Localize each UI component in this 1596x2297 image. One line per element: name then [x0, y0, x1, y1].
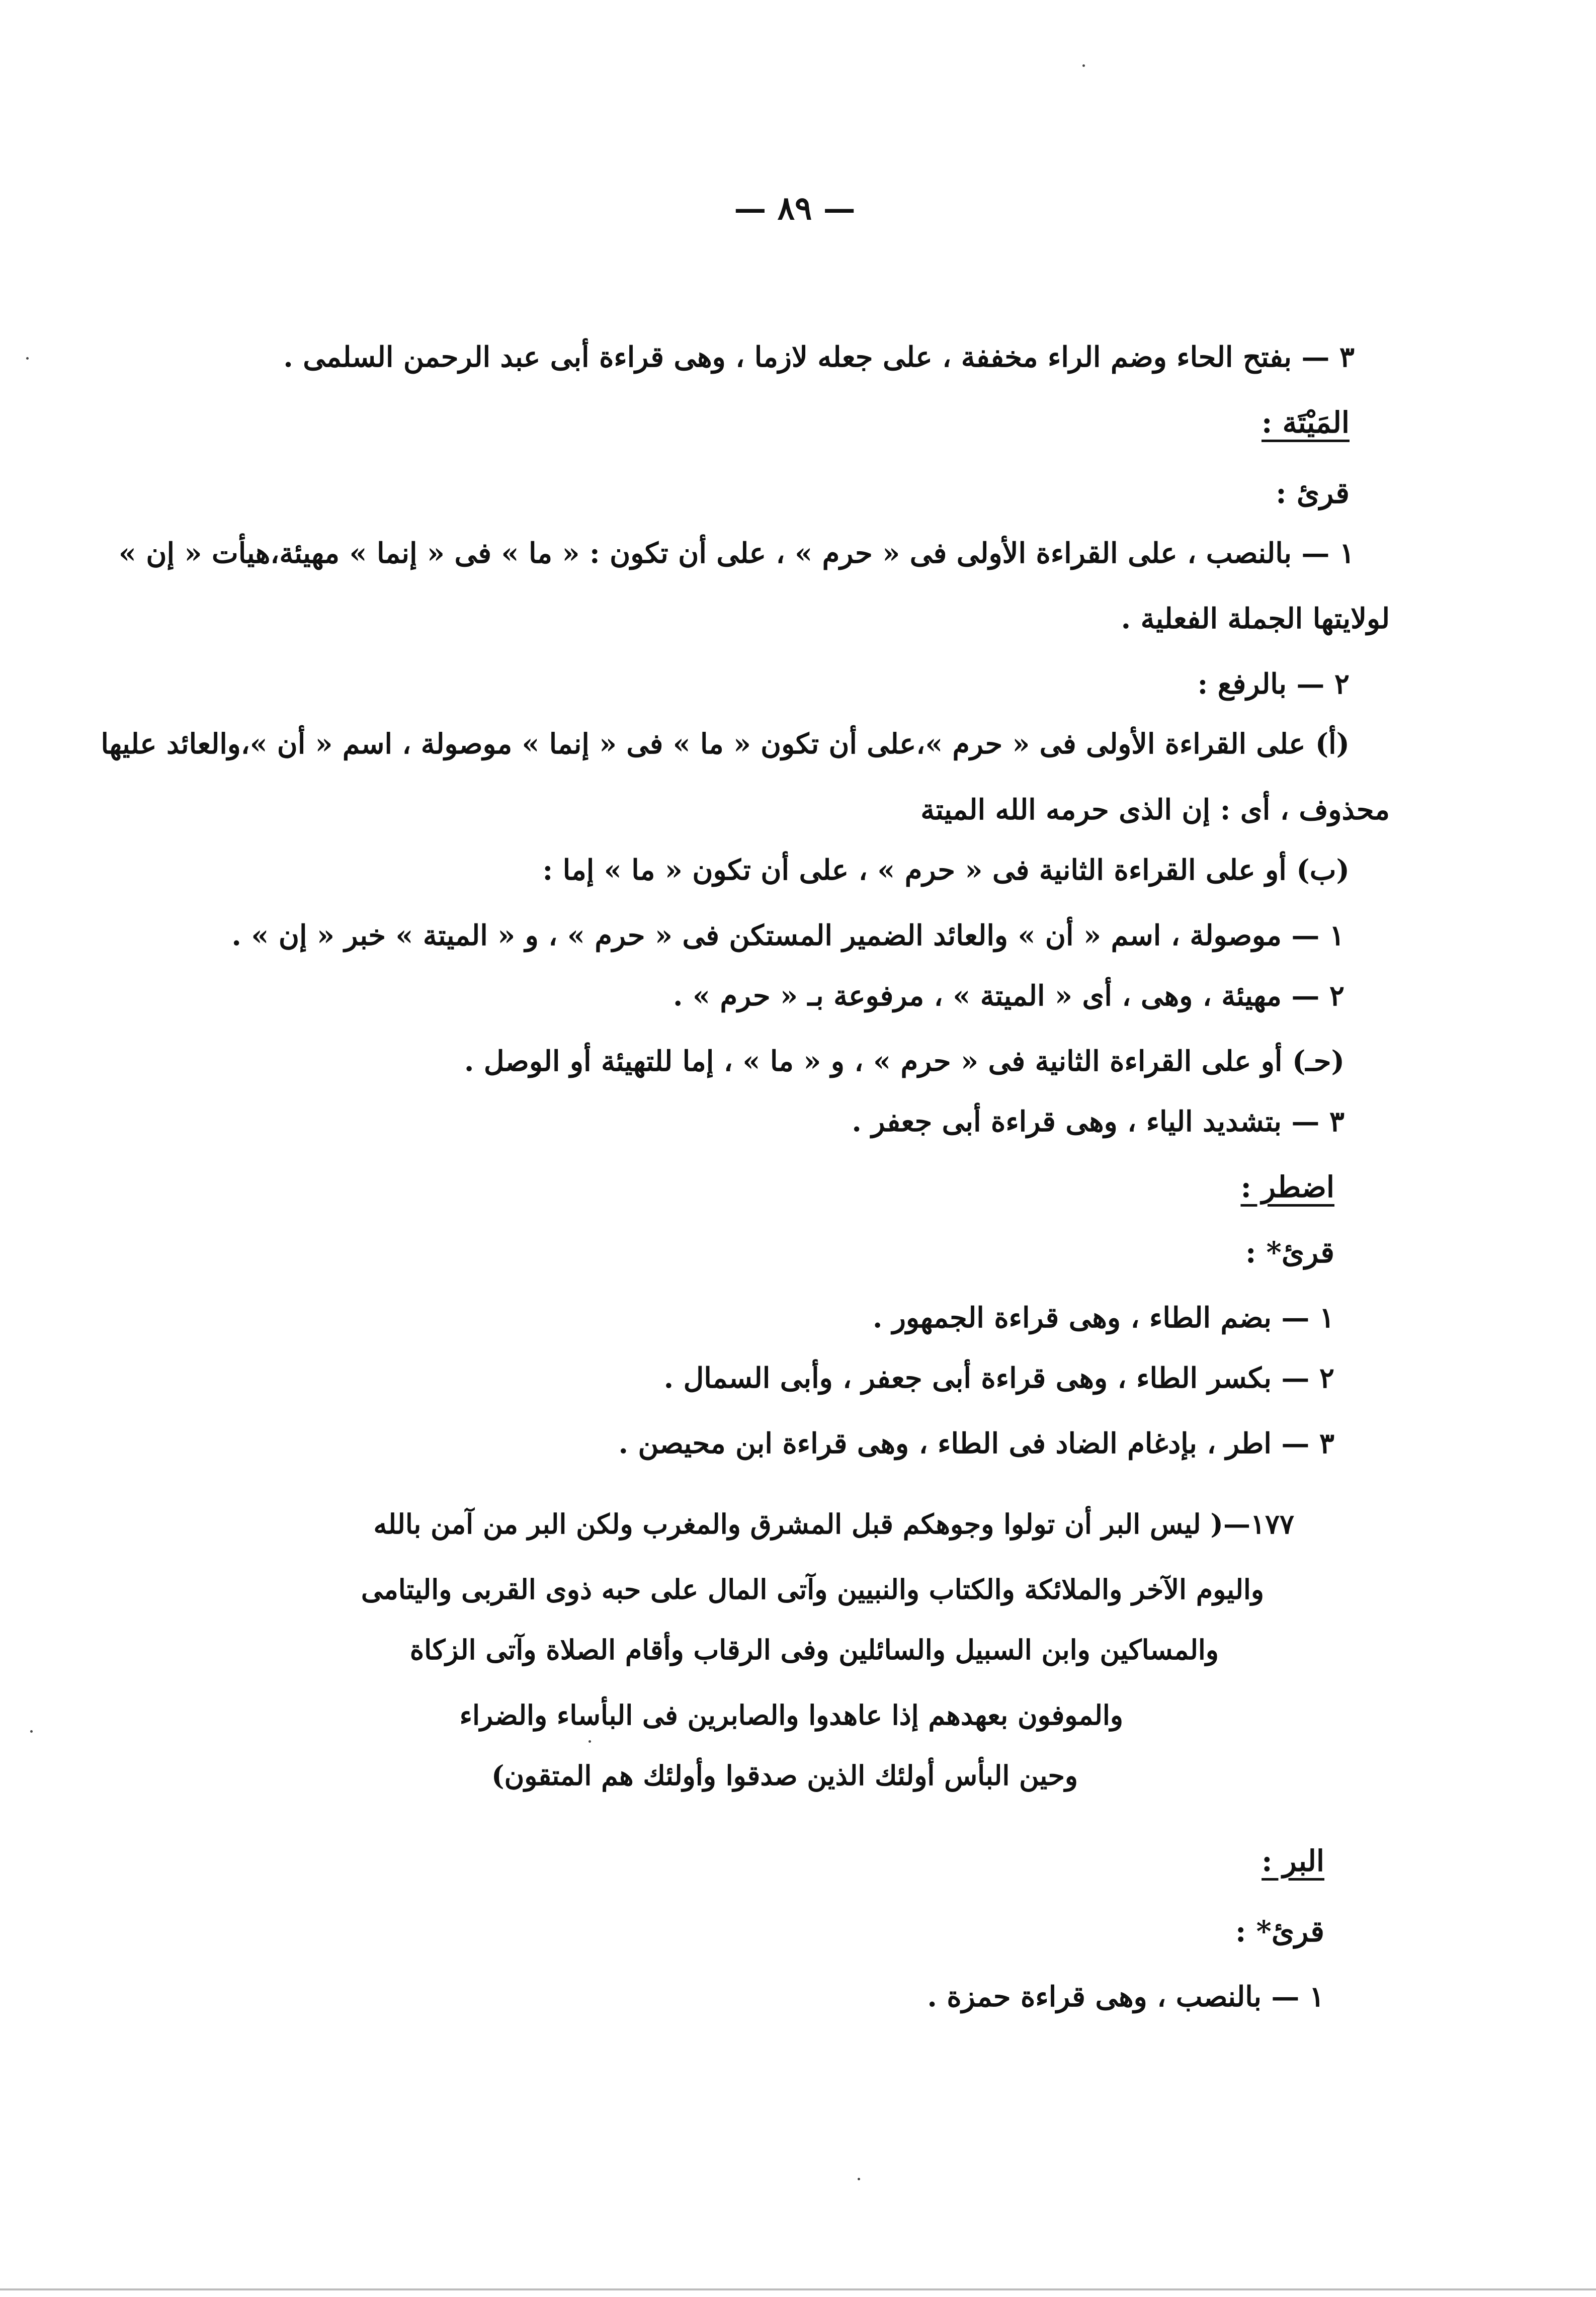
line-11: ٢ — مهيئة ، وهى ، أى « الميتة » ، مرفوعة بـ « حرم » .	[673, 979, 1345, 1012]
subheading-quri: قرئ :	[1276, 476, 1350, 510]
line-13: ٣ — بتشديد الياء ، وهى قراءة أبى جعفر .	[852, 1105, 1345, 1138]
line-9: (ب) أو على القراءة الثانية فى « حرم » ، على أن تكون « ما » إما :	[542, 854, 1350, 887]
heading-al-maytah: المَيْتَة :	[1261, 405, 1350, 440]
page-number: — ٨٩ —	[734, 190, 856, 227]
line-12: (حـ) أو على القراءة الثانية فى « حرم » ، و « ما » ، إما للتهيئة أو الوصل .	[464, 1045, 1345, 1078]
line-8: محذوف ، أى : إن الذى حرمه الله الميتة	[920, 793, 1390, 826]
verse-line-3: والمساكين وابن السبيل والسائلين وفى الرقاب وأقام الصلاة وآتى الزكاة	[409, 1634, 1219, 1666]
line-6: ٢ — بالرفع :	[1197, 667, 1350, 701]
scan-speck	[30, 1730, 33, 1733]
line-18: ٣ — اطر ، بإدغام الضاد فى الطاء ، وهى قراءة ابن محيصن .	[618, 1427, 1334, 1460]
scan-speck	[1082, 64, 1085, 67]
subheading-quri-3: قرئ* :	[1235, 1914, 1324, 1948]
scan-speck	[26, 357, 29, 360]
heading-idtur: اضطر :	[1240, 1170, 1334, 1204]
subheading-quri-2: قرئ* :	[1245, 1235, 1334, 1269]
line-16: ١ — بضم الطاء ، وهى قراءة الجمهور .	[872, 1301, 1334, 1334]
scan-speck	[858, 2178, 860, 2180]
line-17: ٢ — بكسر الطاء ، وهى قراءة أبى جعفر ، وأبى السمال .	[663, 1362, 1334, 1395]
scan-edge	[0, 2288, 1596, 2290]
verse-line-2: واليوم الآخر والملائكة والكتاب والنبيين وآتى المال على حبه ذوى القربى واليتامى	[361, 1573, 1264, 1605]
heading-al-birr: البر :	[1262, 1844, 1324, 1878]
line-4: ١ — بالنصب ، على القراءة الأولى فى « حرم » ، على أن تكون : « ما » فى « إنما » مهيئة،هيأت « إن »	[118, 537, 1355, 570]
line-5: لولايتها الجملة الفعلية .	[1121, 602, 1390, 635]
verse-line-1: ١٧٧—( ليس البر أن تولوا وجوهكم قبل المشرق والمغرب ولكن البر من آمن بالله	[373, 1508, 1294, 1540]
verse-line-4: والموفون بعهدهم إذا عاهدوا والصابرين فى البأساء والضراء	[459, 1699, 1123, 1731]
line-7: (أ) على القراءة الأولى فى « حرم »،على أن تكون « ما » فى « إنما » موصولة ، اسم « أن »،والعائد عليها	[101, 728, 1350, 760]
line-1: ٣ — بفتح الحاء وضم الراء مخففة ، على جعله لازما ، وهى قراءة أبى عبد الرحمن السلمى .	[283, 341, 1355, 374]
verse-line-5: وحين البأس أولئك الذين صدقوا وأولئك هم المتقون)	[491, 1759, 1078, 1792]
line-birr-1: ١ — بالنصب ، وهى قراءة حمزة .	[927, 1980, 1324, 2013]
scan-speck	[589, 1740, 591, 1743]
line-10: ١ — موصولة ، اسم « أن » والعائد الضمير المستكن فى « حرم » ، و « الميتة » خبر « إن » .	[231, 919, 1345, 952]
